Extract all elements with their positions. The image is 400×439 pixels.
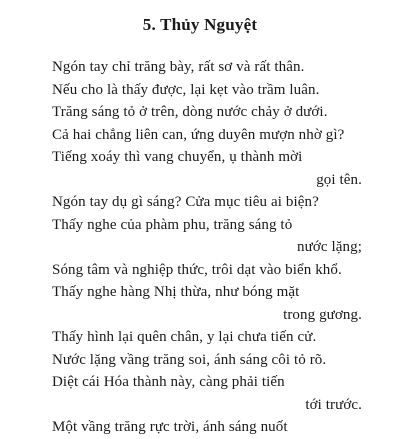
poem-line: Trăng sáng tỏ ở trên, dòng nước chảy ở dưới. <box>52 104 328 120</box>
poem-line: Thấy nghe của phàm phu, trăng sáng tỏ <box>52 216 293 233</box>
poem-line: Ngón tay dụ gì sáng? Cửa mục tiêu ai biện? <box>52 194 319 210</box>
poem-line: Sóng tâm và nghiệp thức, trôi dạt vào biển khổ. <box>52 261 342 278</box>
poem-line: Nước lặng vầng trăng soi, ánh sáng côi tỏ rõ. <box>52 351 327 368</box>
poem-line: Thấy nghe hàng Nhị thừa, như bóng mặt <box>52 284 300 300</box>
poem-title: 5. Thủy Nguyệt <box>142 15 258 34</box>
poem-line: Thấy hình lại quên chân, y lại chưa tiến cử. <box>52 329 317 345</box>
poem-line: Tiếng xoáy thì vang chuyển, ụ thành mời <box>52 149 303 165</box>
poem-line-continuation: trong gương. <box>283 306 362 323</box>
poem-line: Một vầng trăng rực trời, ánh sáng nuốt <box>52 419 288 435</box>
poem-line: Ngón tay chỉ trăng bày, rất sơ và rất thân. <box>52 59 305 75</box>
poem-line: Cả hai chẳng liên can, ứng duyên mượn nhờ gì? <box>52 126 345 143</box>
poem-line: Nếu cho là thấy được, lại kẹt vào trầm luân. <box>52 81 320 98</box>
poem-line-continuation: tới trước. <box>305 396 362 413</box>
poem-line: Diệt cái Hóa thành này, càng phải tiến <box>52 374 285 390</box>
poem-line-continuation: nước lặng; <box>297 239 362 255</box>
poem-line-continuation: gọi tên. <box>316 171 362 188</box>
poem-body <box>52 56 362 439</box>
